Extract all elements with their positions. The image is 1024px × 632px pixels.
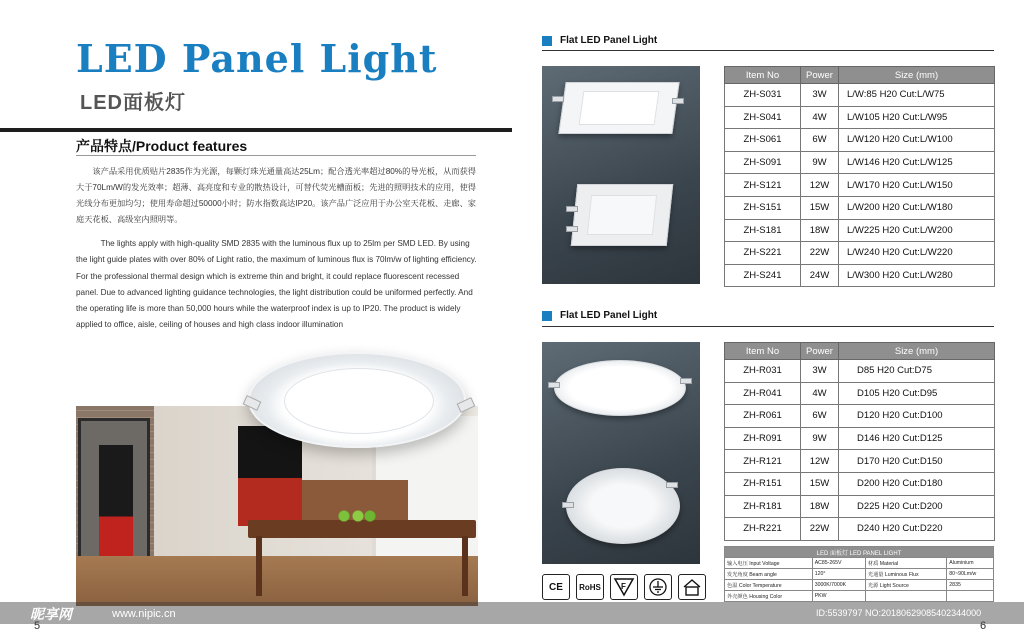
f-mark-icon (610, 574, 638, 600)
table-row (725, 106, 995, 129)
power-cell: 15W (801, 472, 839, 495)
info-row (725, 580, 994, 591)
description-cn: 该产品采用优质贴片2835作为光源，每颗灯珠光通量高达25Lm；配合透光率超过80%的导光板，从而获得大于70Lm/W的发光效率；超薄、高亮度和专业的散热设计，可替代荧光槽面板；先进的照明技术的应用，使得光线分布更加均匀；使用寿命超过50000小时；防水指数高达IP20。该产品广泛应用于办公室天花板、走廊、家庭天花板、高级室内照明等。 (76, 167, 476, 224)
column-header: Power (801, 67, 839, 84)
table-row (725, 129, 995, 152)
square-section-header (542, 35, 657, 46)
panel-diffuser (284, 368, 434, 434)
power-cell: 24W (801, 264, 839, 287)
section-divider (542, 326, 994, 327)
size-cell: L/W170 H20 Cut:L/W150 (839, 174, 995, 197)
section-title: Flat LED Panel Light (560, 35, 658, 46)
spring-clip (562, 502, 574, 508)
page-title: LED Panel Light (76, 36, 438, 81)
size-cell: D146 H20 Cut:D125 (839, 427, 995, 450)
item-cell: ZH-R151 (725, 472, 801, 495)
square-spec-table (724, 66, 995, 287)
size-cell: L/W225 H20 Cut:L/W200 (839, 219, 995, 242)
column-header: Size (mm) (839, 343, 995, 360)
info-label (865, 591, 946, 602)
info-value: 3000K/7000K (812, 580, 865, 591)
info-header: LED 面板灯 LED PANEL LIGHT (725, 547, 994, 558)
spring-clip (566, 206, 578, 212)
features-heading: 产品特点/Product features (76, 138, 248, 154)
spec-info-table (724, 546, 994, 602)
page-number-left: 5 (34, 620, 41, 632)
item-cell: ZH-R091 (725, 427, 801, 450)
column-header: Power (801, 343, 839, 360)
info-value: 120° (812, 569, 865, 580)
item-cell: ZH-R061 (725, 405, 801, 428)
rohs-icon: RoHS (576, 574, 604, 600)
item-cell: ZH-S151 (725, 196, 801, 219)
item-cell: ZH-S181 (725, 219, 801, 242)
ground-symbol-icon (644, 574, 672, 600)
item-cell: ZH-R221 (725, 518, 801, 541)
table-row (725, 495, 995, 518)
item-cell: ZH-S221 (725, 242, 801, 265)
info-label: 光源 Light Source (865, 580, 946, 591)
info-header-row (725, 547, 994, 558)
right-page (512, 0, 1024, 632)
info-value: Aluminium (947, 558, 994, 569)
square-panel-back (571, 184, 674, 246)
power-cell: 9W (801, 427, 839, 450)
info-row (725, 558, 994, 569)
watermark-id: ID:5539797 NO:20180629085402344000 (816, 608, 982, 618)
column-header: Size (mm) (839, 67, 995, 84)
page-number-right: 6 (980, 620, 987, 632)
size-cell: D225 H20 Cut:D200 (839, 495, 995, 518)
info-value (947, 591, 994, 602)
power-cell: 3W (801, 84, 839, 107)
info-value: PKW (812, 591, 865, 602)
power-cell: 22W (801, 518, 839, 541)
size-cell: L/W240 H20 Cut:L/W220 (839, 242, 995, 265)
round-panel-back (566, 468, 680, 544)
item-cell: ZH-S041 (725, 106, 801, 129)
table-row (725, 450, 995, 473)
table-row (725, 405, 995, 428)
item-cell: ZH-S241 (725, 264, 801, 287)
table-row (725, 360, 995, 383)
table-row (725, 382, 995, 405)
panel-diffuser (579, 91, 660, 125)
table-header-row (725, 343, 995, 360)
certification-icons (542, 574, 706, 600)
size-cell: D240 H20 Cut:D220 (839, 518, 995, 541)
power-cell: 12W (801, 174, 839, 197)
item-cell: ZH-R181 (725, 495, 801, 518)
dining-table (248, 520, 476, 538)
info-label: 色温 Color Temperature (725, 580, 813, 591)
blue-square-icon (542, 311, 552, 321)
info-label: 输入电压 Input Voltage (725, 558, 813, 569)
power-cell: 9W (801, 151, 839, 174)
section-divider (542, 50, 994, 51)
spring-clip (566, 226, 578, 232)
item-cell: ZH-S061 (725, 129, 801, 152)
power-cell: 15W (801, 196, 839, 219)
table-leg (462, 536, 468, 596)
round-section-header (542, 310, 657, 321)
power-cell: 12W (801, 450, 839, 473)
table-row (725, 242, 995, 265)
header-divider (0, 128, 512, 132)
item-cell: ZH-S091 (725, 151, 801, 174)
size-cell: L/W146 H20 Cut:L/W125 (839, 151, 995, 174)
table-row (725, 174, 995, 197)
watermark-logo: 昵享网 (30, 606, 72, 622)
table-row (725, 518, 995, 541)
info-value: 80~90Lm/w (947, 569, 994, 580)
svg-text:F: F (621, 582, 626, 591)
info-label: 发光角度 Beam angle (725, 569, 813, 580)
section-title: Flat LED Panel Light (560, 310, 658, 321)
size-cell: L/W120 H20 Cut:L/W100 (839, 129, 995, 152)
info-value: AC85-265V (812, 558, 865, 569)
table-row (725, 196, 995, 219)
size-cell: L/W200 H20 Cut:L/W180 (839, 196, 995, 219)
power-cell: 18W (801, 495, 839, 518)
round-panel-front (554, 360, 686, 416)
panel-back-plate (587, 195, 657, 235)
apple-bowl (336, 510, 376, 522)
table-row (725, 219, 995, 242)
item-cell: ZH-R041 (725, 382, 801, 405)
spring-clip (666, 482, 678, 488)
features-divider (76, 155, 476, 156)
info-value: 2835 (947, 580, 994, 591)
column-header: Item No (725, 343, 801, 360)
watermark-url: www.nipic.cn (112, 608, 176, 620)
info-label: 材质 Material (865, 558, 946, 569)
size-cell: L/W300 H20 Cut:L/W280 (839, 264, 995, 287)
square-panel-photo (542, 66, 700, 284)
power-cell: 3W (801, 360, 839, 383)
info-row (725, 591, 994, 602)
hero-round-panel-image (248, 352, 466, 448)
power-cell: 22W (801, 242, 839, 265)
round-spec-table (724, 342, 995, 541)
size-cell: D105 H20 Cut:D95 (839, 382, 995, 405)
spring-clip (552, 96, 564, 102)
spring-clip (672, 98, 684, 104)
info-row (725, 569, 994, 580)
size-cell: D120 H20 Cut:D100 (839, 405, 995, 428)
table-row (725, 84, 995, 107)
item-cell: ZH-R121 (725, 450, 801, 473)
power-cell: 6W (801, 129, 839, 152)
column-header: Item No (725, 67, 801, 84)
table-leg (256, 536, 262, 596)
item-cell: ZH-S121 (725, 174, 801, 197)
page-subtitle-cn: LED面板灯 (80, 92, 186, 114)
table-row (725, 264, 995, 287)
power-cell: 18W (801, 219, 839, 242)
square-panel-front (558, 82, 679, 134)
table-row (725, 427, 995, 450)
spring-clip (548, 382, 560, 388)
info-label: 光通量 Luminous Flux (865, 569, 946, 580)
table-row (725, 151, 995, 174)
size-cell: L/W:85 H20 Cut:L/W75 (839, 84, 995, 107)
blue-square-icon (542, 36, 552, 46)
indoor-use-icon (678, 574, 706, 600)
size-cell: D85 H20 Cut:D75 (839, 360, 995, 383)
table-header-row (725, 67, 995, 84)
power-cell: 4W (801, 106, 839, 129)
description-en: The lights apply with high-quality SMD 2835 with the luminous flux up to 25lm per SMD LED. By using the light guide plates with over 80% of Light ratio, the maximum of luminous flux is 70lm/w of lighting efficiency. For the professional thermal design which is extreme thin and bright, it could replace fluorescent recessed panel. Due to advanced lighting guidance technologies, the light distribution could be uniformed perfectly. And the operating life is more than 50,000 hours while the waterproof index is up to IP20. The product is widely applied to office, aisle, ceiling of houses and high class indoor illumination (76, 239, 477, 330)
wood-floor (76, 556, 478, 606)
table-row (725, 472, 995, 495)
spring-clip (680, 378, 692, 384)
power-cell: 4W (801, 382, 839, 405)
item-cell: ZH-R031 (725, 360, 801, 383)
size-cell: D200 H20 Cut:D180 (839, 472, 995, 495)
info-label: 外壳颜色 Housing Color (725, 591, 813, 602)
round-panel-photo (542, 342, 700, 564)
wall-painting (238, 426, 302, 526)
ce-mark-icon: CE (542, 574, 570, 600)
size-cell: L/W105 H20 Cut:L/W95 (839, 106, 995, 129)
item-cell: ZH-S031 (725, 84, 801, 107)
power-cell: 6W (801, 405, 839, 428)
size-cell: D170 H20 Cut:D150 (839, 450, 995, 473)
